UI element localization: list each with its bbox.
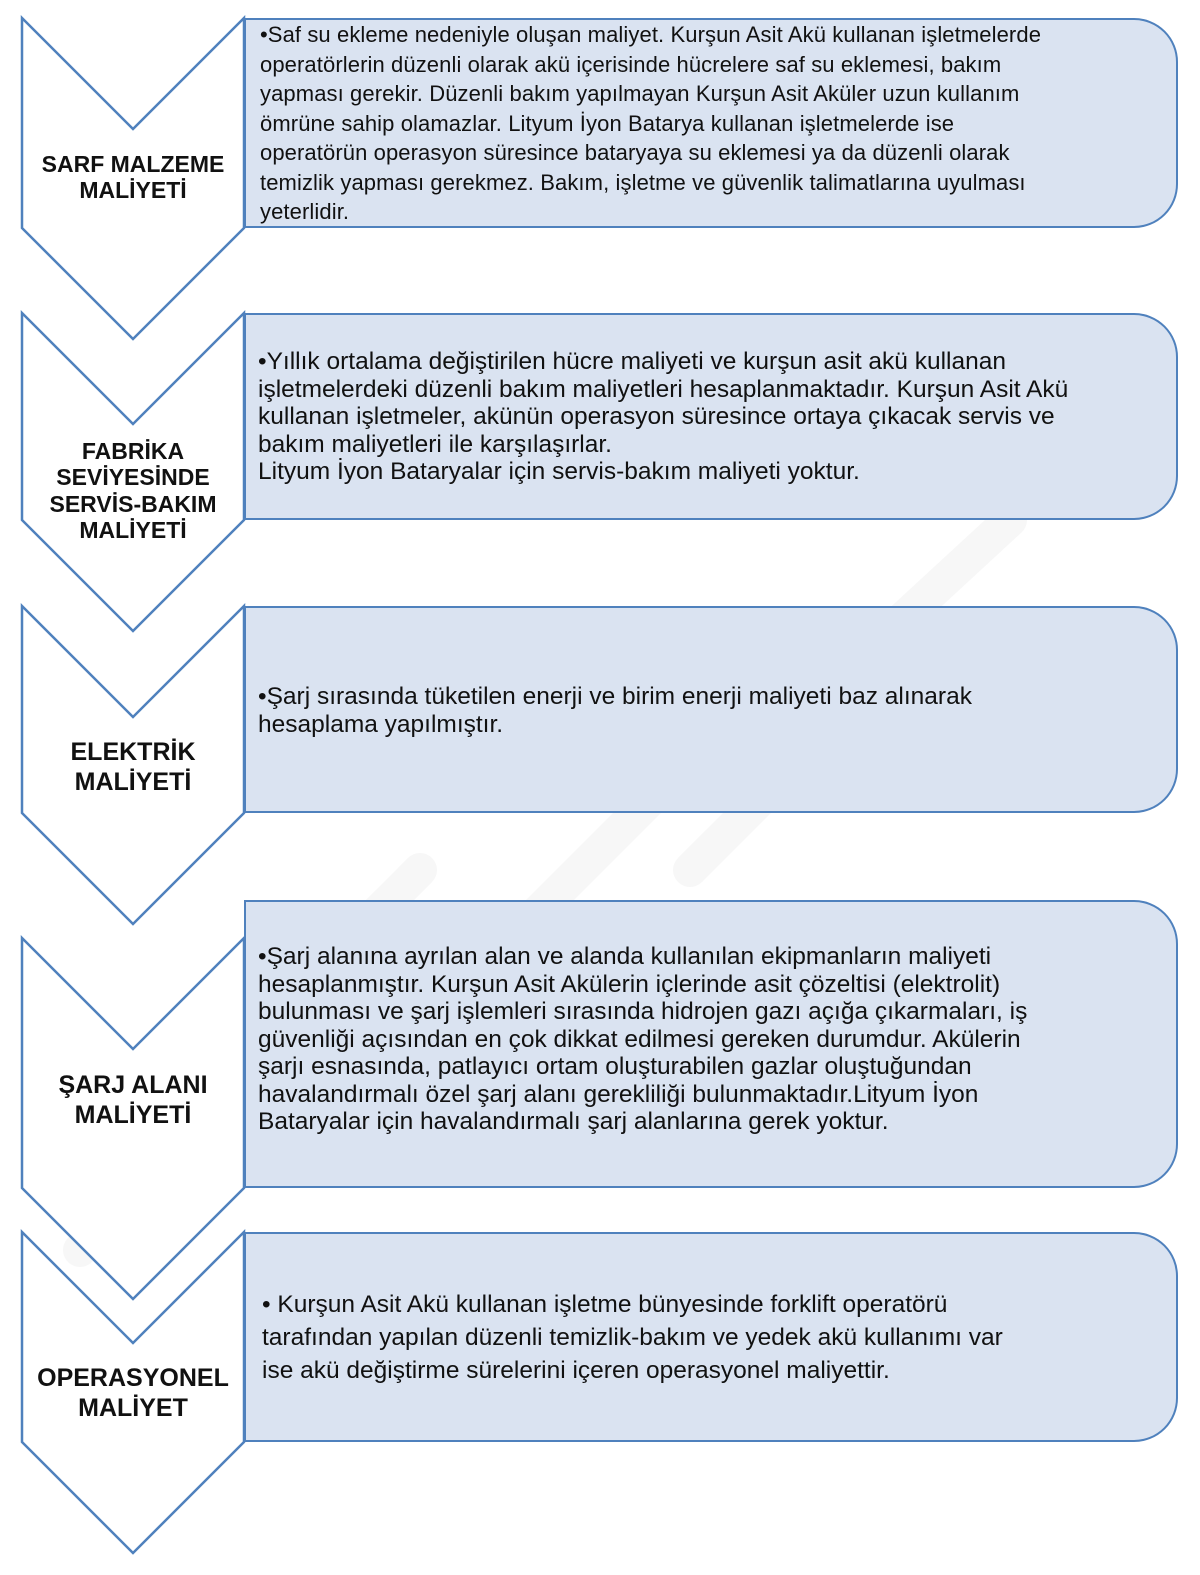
step-label-fabrika-servis: FABRİKA SEVİYESİNDE SERVİS-BAKIM MALİYETİ [49,438,217,544]
step-label-elektrik: ELEKTRİK MALİYETİ [70,738,196,796]
step-label-operasyonel: OPERASYONEL MALİYET [37,1364,229,1422]
step-label-sarj-alani: ŞARJ ALANI MALİYETİ [58,1071,208,1129]
step-text-elektrik: •Şarj sırasında tüketilen enerji ve birim enerji maliyeti baz alınarak hesaplama yapılmıştır. [258,683,972,738]
step-text-fabrika-servis: •Yıllık ortalama değiştirilen hücre maliyeti ve kurşun asit akü kullanan işletmelerdeki düzenli bakım maliyetleri hesaplanmaktadır. Kurşun Asit Akü kullanan işletmeler, akünün operasyon süresince ortaya çıkacak servis ve bakım maliyetleri ile karşılaşırlar. Lityum İyon Bataryalar için servis-bakım maliyeti yoktur. [258,348,1069,485]
step-text-sarf-malzeme: •Saf su ekleme nedeniyle oluşan maliyet. Kurşun Asit Akü kullanan işletmelerde operatörlerin düzenli olarak akü içerisinde hücrelere saf su eklemesi, bakım yapması gerekir. Düzenli bakım yapılmayan Kurşun Asit Aküler uzun kullanım ömrüne sahip olamazlar. Lityum İyon Batarya kullanan işletmelerde ise operatörün operasyon süresince bataryaya su eklemesi ya da düzenli olarak temizlik yapması gerekmez. Bakım, işletme ve güvenlik talimatlarına uyulması yeterlidir. [260,22,1042,224]
step-text-operasyonel: • Kurşun Asit Akü kullanan işletme bünyesinde forklift operatörü tarafından yapılan düzenli temizlik-bakım ve yedek akü kullanımı var ise akü değiştirme sürelerini içeren operasyonel maliyettir. [262,1291,1003,1384]
step-label-sarf-malzeme: SARF MALZEME MALİYETİ [41,151,225,203]
step-text-sarj-alani: •Şarj alanına ayrılan alan ve alanda kullanılan ekipmanların maliyeti hesaplanmıştır. Kurşun Asit Akülerin içlerinde asit çözeltisi (elektrolit) bulunması ve şarj işlemleri sırasında hidrojen gazı açığa çıkarmaları, iş güvenliği açısından en çok dikkat edilmesi gereken durumdur. Akülerin şarjı esnasında, patlayıcı ortam oluşturabilen gazlar oluştuğundan havalandırmalı özel şarj alanı gerekliliği bulunmaktadır.Lityum İyon Bataryalar için havalandırmalı şarj alanlarına gerek yoktur. [258,943,1028,1135]
